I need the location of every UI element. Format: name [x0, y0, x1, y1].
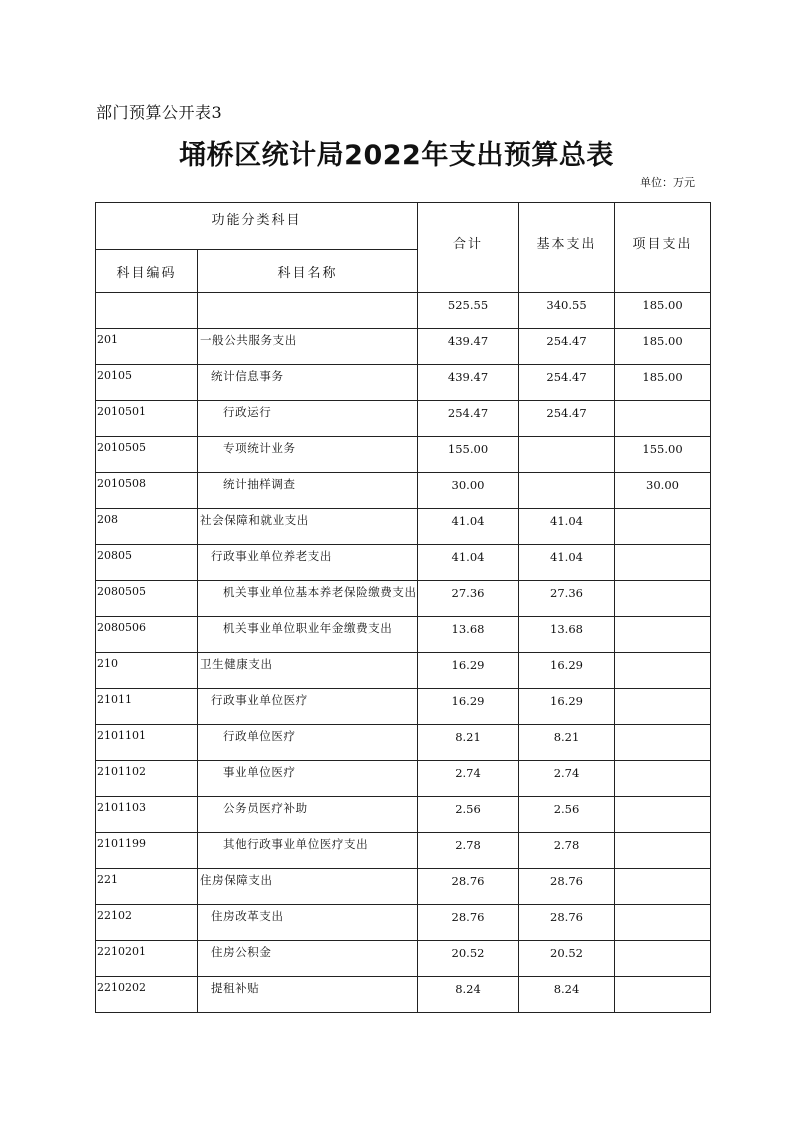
cell-total: 525.55	[418, 293, 519, 329]
header-basic-expenditure: 基本支出	[519, 203, 615, 293]
table-row	[96, 797, 711, 833]
cell-project-expenditure: 30.00	[615, 473, 711, 509]
cell-project-expenditure	[615, 977, 711, 1013]
cell-basic-expenditure: 28.76	[519, 905, 615, 941]
cell-subject-code: 2080506	[96, 617, 198, 653]
cell-project-expenditure: 185.00	[615, 329, 711, 365]
cell-project-expenditure	[615, 617, 711, 653]
table-row	[96, 473, 711, 509]
cell-project-expenditure	[615, 581, 711, 617]
cell-basic-expenditure: 254.47	[519, 401, 615, 437]
cell-total: 20.52	[418, 941, 519, 977]
cell-subject-code: 2010501	[96, 401, 198, 437]
cell-total: 439.47	[418, 365, 519, 401]
table-row	[96, 761, 711, 797]
cell-basic-expenditure: 16.29	[519, 653, 615, 689]
cell-subject-name: 统计信息事务	[198, 365, 418, 401]
cell-subject-name: 住房公积金	[198, 941, 418, 977]
table-row	[96, 617, 711, 653]
cell-project-expenditure	[615, 401, 711, 437]
header-subject-name: 科目名称	[198, 250, 418, 293]
cell-basic-expenditure: 8.24	[519, 977, 615, 1013]
cell-subject-name	[198, 293, 418, 329]
table-row	[96, 977, 711, 1013]
table-row	[96, 545, 711, 581]
cell-subject-name: 事业单位医疗	[198, 761, 418, 797]
header-functional-category: 功能分类科目	[96, 203, 418, 250]
cell-project-expenditure	[615, 833, 711, 869]
cell-project-expenditure: 185.00	[615, 293, 711, 329]
cell-subject-name: 一般公共服务支出	[198, 329, 418, 365]
budget-table	[95, 202, 711, 1013]
table-row	[96, 941, 711, 977]
table-row	[96, 653, 711, 689]
cell-total: 27.36	[418, 581, 519, 617]
cell-basic-expenditure: 340.55	[519, 293, 615, 329]
table-row	[96, 509, 711, 545]
cell-total: 254.47	[418, 401, 519, 437]
cell-total: 28.76	[418, 869, 519, 905]
cell-total: 155.00	[418, 437, 519, 473]
cell-basic-expenditure: 16.29	[519, 689, 615, 725]
cell-subject-code: 2101199	[96, 833, 198, 869]
cell-basic-expenditure: 254.47	[519, 329, 615, 365]
cell-subject-code: 210	[96, 653, 198, 689]
cell-total: 13.68	[418, 617, 519, 653]
cell-subject-code: 221	[96, 869, 198, 905]
cell-subject-code: 2080505	[96, 581, 198, 617]
cell-subject-name: 公务员医疗补助	[198, 797, 418, 833]
cell-total: 16.29	[418, 689, 519, 725]
cell-total: 439.47	[418, 329, 519, 365]
unit-label: 单位：万元	[640, 176, 695, 189]
table-row	[96, 581, 711, 617]
cell-project-expenditure	[615, 869, 711, 905]
cell-project-expenditure	[615, 545, 711, 581]
header-project-expenditure: 项目支出	[615, 203, 711, 293]
header-row-top	[96, 203, 711, 250]
cell-subject-name: 机关事业单位基本养老保险缴费支出	[198, 581, 418, 617]
cell-subject-name: 卫生健康支出	[198, 653, 418, 689]
cell-total: 28.76	[418, 905, 519, 941]
cell-total: 30.00	[418, 473, 519, 509]
cell-subject-code: 2010508	[96, 473, 198, 509]
cell-basic-expenditure: 2.74	[519, 761, 615, 797]
cell-subject-code: 2210201	[96, 941, 198, 977]
cell-basic-expenditure	[519, 473, 615, 509]
cell-subject-name: 行政事业单位养老支出	[198, 545, 418, 581]
header-subject-code: 科目编码	[96, 250, 198, 293]
cell-subject-code: 2210202	[96, 977, 198, 1013]
cell-total: 41.04	[418, 545, 519, 581]
document-label: 部门预算公开表3	[96, 103, 223, 122]
cell-project-expenditure	[615, 905, 711, 941]
cell-subject-name: 行政单位医疗	[198, 725, 418, 761]
cell-subject-name: 机关事业单位职业年金缴费支出	[198, 617, 418, 653]
cell-subject-name: 其他行政事业单位医疗支出	[198, 833, 418, 869]
cell-subject-name: 社会保障和就业支出	[198, 509, 418, 545]
cell-subject-code: 20805	[96, 545, 198, 581]
cell-subject-name: 专项统计业务	[198, 437, 418, 473]
cell-project-expenditure	[615, 689, 711, 725]
cell-basic-expenditure: 13.68	[519, 617, 615, 653]
document-title: 埇桥区统计局2022年支出预算总表	[179, 140, 614, 171]
cell-basic-expenditure: 41.04	[519, 509, 615, 545]
cell-subject-code: 21011	[96, 689, 198, 725]
cell-total: 16.29	[418, 653, 519, 689]
cell-basic-expenditure: 8.21	[519, 725, 615, 761]
cell-subject-code: 2101102	[96, 761, 198, 797]
cell-total: 41.04	[418, 509, 519, 545]
cell-project-expenditure	[615, 653, 711, 689]
cell-subject-name: 行政运行	[198, 401, 418, 437]
cell-total: 2.56	[418, 797, 519, 833]
cell-basic-expenditure: 41.04	[519, 545, 615, 581]
table-row	[96, 833, 711, 869]
table-row	[96, 293, 711, 329]
cell-project-expenditure	[615, 761, 711, 797]
cell-project-expenditure: 155.00	[615, 437, 711, 473]
cell-project-expenditure	[615, 509, 711, 545]
cell-basic-expenditure: 20.52	[519, 941, 615, 977]
table-row	[96, 437, 711, 473]
table-row	[96, 689, 711, 725]
cell-subject-code: 20105	[96, 365, 198, 401]
cell-total: 2.74	[418, 761, 519, 797]
cell-subject-code: 201	[96, 329, 198, 365]
cell-basic-expenditure: 2.56	[519, 797, 615, 833]
cell-subject-name: 提租补贴	[198, 977, 418, 1013]
cell-subject-code: 2010505	[96, 437, 198, 473]
cell-basic-expenditure: 28.76	[519, 869, 615, 905]
cell-basic-expenditure: 27.36	[519, 581, 615, 617]
cell-basic-expenditure: 254.47	[519, 365, 615, 401]
table-row	[96, 401, 711, 437]
table-row	[96, 905, 711, 941]
cell-subject-name: 住房改革支出	[198, 905, 418, 941]
cell-project-expenditure	[615, 941, 711, 977]
cell-subject-code	[96, 293, 198, 329]
cell-subject-name: 行政事业单位医疗	[198, 689, 418, 725]
cell-project-expenditure	[615, 797, 711, 833]
cell-subject-name: 住房保障支出	[198, 869, 418, 905]
cell-basic-expenditure: 2.78	[519, 833, 615, 869]
cell-subject-code: 22102	[96, 905, 198, 941]
cell-project-expenditure	[615, 725, 711, 761]
cell-subject-code: 2101103	[96, 797, 198, 833]
cell-subject-code: 2101101	[96, 725, 198, 761]
table-row	[96, 869, 711, 905]
cell-subject-name: 统计抽样调查	[198, 473, 418, 509]
table-row	[96, 329, 711, 365]
header-total: 合计	[418, 203, 519, 293]
cell-subject-code: 208	[96, 509, 198, 545]
table-row	[96, 725, 711, 761]
table-row	[96, 365, 711, 401]
cell-total: 8.21	[418, 725, 519, 761]
cell-basic-expenditure	[519, 437, 615, 473]
cell-total: 2.78	[418, 833, 519, 869]
cell-total: 8.24	[418, 977, 519, 1013]
cell-project-expenditure: 185.00	[615, 365, 711, 401]
